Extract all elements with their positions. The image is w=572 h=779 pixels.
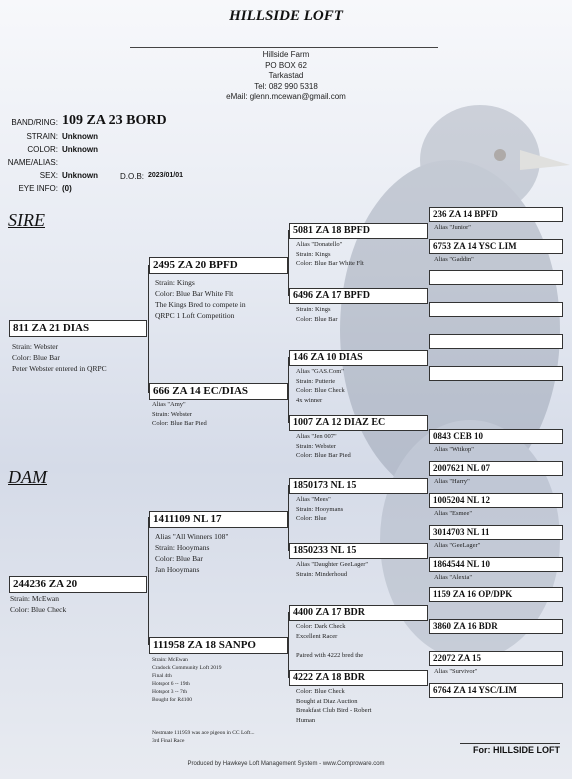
sire-dam-band[interactable]: 666 ZA 14 EC/DIAS <box>149 383 288 400</box>
dob-value: 2023/01/01 <box>148 172 184 179</box>
note-line: Hotspot 3 -- 7th <box>152 689 187 695</box>
sss-band[interactable]: 5081 ZA 18 BPFD <box>289 223 428 239</box>
dam-dam-band[interactable]: 111958 ZA 18 SANPO <box>149 637 288 654</box>
note-line: Color: Blue Bar White Flt <box>155 289 234 298</box>
note-line: Color: Blue Bar <box>12 353 60 362</box>
great-grandparent-band[interactable]: 236 ZA 14 BPFD <box>429 207 563 222</box>
great-grandparent-alias: Alias "Alexia" <box>434 574 472 581</box>
dsd-notes <box>296 560 368 579</box>
sire-notes <box>12 341 107 374</box>
note-line: Nestmate 111959 was ace pigeon in CC Loft... <box>152 730 255 736</box>
note-line: Strain: Hooymans <box>155 543 210 552</box>
connector-line <box>148 265 149 393</box>
address-line: PO BOX 62 <box>265 60 307 70</box>
great-grandparent-band[interactable]: 6753 ZA 14 YSC LIM <box>429 239 563 254</box>
note-line: Strain: Webster <box>296 442 336 450</box>
header-divider <box>130 47 438 48</box>
great-grandparent-band[interactable] <box>429 334 563 349</box>
note-line: Strain: Minderhoud <box>296 570 348 578</box>
great-grandparent-alias: Alias "GeeLager" <box>434 542 481 549</box>
note-line: Color: Blue Bar <box>155 554 203 563</box>
dds-notes <box>296 622 363 660</box>
loft-title: HILLSIDE LOFT <box>229 8 343 24</box>
great-grandparent-alias: Alias "Witkop" <box>434 446 474 453</box>
note-line: Alias "Donatello" <box>296 241 343 248</box>
color-value: Unknown <box>62 145 98 154</box>
for-label: For: HILLSIDE LOFT <box>473 745 560 755</box>
note-line: 4x winner <box>296 396 323 404</box>
strain-value: Unknown <box>62 132 98 141</box>
sire-band[interactable]: 811 ZA 21 DIAS <box>9 320 147 337</box>
note-line: Bought at Diaz Auction <box>296 697 358 705</box>
ssd-band[interactable]: 6496 ZA 17 BPFD <box>289 288 428 304</box>
note-line: Color: Blue Check <box>296 688 345 695</box>
great-grandparent-band[interactable]: 1864544 NL 10 <box>429 557 563 572</box>
note-line: Color: Blue Bar Pied <box>152 420 207 427</box>
note-line: Breakfast Club Bird - Robert <box>296 707 372 714</box>
great-grandparent-band[interactable]: 0843 CEB 10 <box>429 429 563 444</box>
great-grandparent-band[interactable]: 3860 ZA 16 BDR <box>429 619 563 634</box>
dss-notes <box>296 495 343 524</box>
sss-notes <box>296 240 364 269</box>
note-line: Strain: Kings <box>296 306 331 313</box>
eye-label: EYE INFO: <box>18 184 58 193</box>
great-grandparent-band[interactable]: 2007621 NL 07 <box>429 461 563 476</box>
note-line: Strain: McEwan <box>152 657 188 663</box>
band-label: BAND/RING: <box>11 118 58 127</box>
note-line: QRPC 1 Loft Competition <box>155 311 235 320</box>
dds-band[interactable]: 4400 ZA 17 BDR <box>289 605 428 621</box>
address-line: Tarkastad <box>268 71 304 80</box>
great-grandparent-band[interactable]: 6764 ZA 14 YSC/LIM <box>429 683 563 698</box>
dob-label: D.O.B: <box>120 172 145 181</box>
note-line: Strain: Putterie <box>296 377 336 385</box>
note-line: Final 4th <box>152 673 172 679</box>
connector-line <box>288 230 289 296</box>
note-line: Alias "Mees" <box>296 496 331 503</box>
sex-value: Unknown <box>62 171 98 180</box>
note-line: Cradock Community Loft 2019 <box>152 665 222 671</box>
sdd-band[interactable]: 1007 ZA 12 DIAZ EC <box>289 415 428 431</box>
connector-line <box>288 485 289 551</box>
color-label: COLOR: <box>27 145 58 154</box>
produced-by: Produced by Hawkeye Loft Management System - www.Comproware.com <box>187 761 385 767</box>
note-line: Jan Hooymans <box>155 565 200 574</box>
sire-dam-notes <box>152 400 207 429</box>
note-line: The Kings Bred to compete in <box>155 300 246 309</box>
note-line: Alias "Jen 007" <box>296 433 337 440</box>
ssd-notes <box>296 305 338 324</box>
strain-label: STRAIN: <box>26 132 58 141</box>
note-line: Color: Blue Bar Pied <box>296 452 351 459</box>
dam-band[interactable]: 244236 ZA 20 <box>9 576 147 593</box>
dam-sire-notes <box>155 531 228 575</box>
note-line: Hotspot 6 -- 19th <box>152 681 190 687</box>
note-line: Color: Blue Check <box>296 387 345 394</box>
dsd-band[interactable]: 1850233 NL 15 <box>289 543 428 559</box>
great-grandparent-alias: Alias "Gaddin" <box>434 256 474 263</box>
note-line: Bought for R4100 <box>152 697 193 703</box>
great-grandparent-alias: Alias "Esmee" <box>434 510 472 517</box>
sds-band[interactable]: 146 ZA 10 DIAS <box>289 350 428 366</box>
connector-line <box>288 357 289 423</box>
note-line: Color: Blue <box>296 515 327 522</box>
eye-value: (0) <box>62 184 72 193</box>
note-line: Color: Blue Bar White Flt <box>296 260 364 267</box>
note-line: Paired with 4222 bred the <box>296 651 364 659</box>
sex-label: SEX: <box>39 171 58 180</box>
great-grandparent-band[interactable]: 22072 ZA 15 <box>429 651 563 666</box>
note-line: Color: Blue Check <box>10 605 67 614</box>
address-line: Tel: 082 990 5318 <box>254 81 318 91</box>
note-line: Human <box>296 716 316 724</box>
great-grandparent-alias: Alias "Junior" <box>434 224 471 231</box>
note-line: Alias "Daughter GeeLager" <box>296 561 369 568</box>
name-label: NAME/ALIAS: <box>7 158 58 167</box>
connector-line <box>288 612 289 678</box>
dam-dam-notes <box>152 656 222 704</box>
great-grandparent-band[interactable]: 1159 ZA 16 OP/DPK <box>429 587 563 602</box>
note-line: Alias "All Winners 108" <box>155 532 229 541</box>
ddd-band[interactable]: 4222 ZA 18 BDR <box>289 670 428 686</box>
note-line <box>296 641 363 651</box>
note-line: Strain: Kings <box>155 278 195 287</box>
great-grandparent-band[interactable] <box>429 270 563 285</box>
dam-sire-band[interactable]: 1411109 NL 17 <box>149 511 288 528</box>
great-grandparent-band[interactable]: 1005204 NL 12 <box>429 493 563 508</box>
note-line: Alias "Amy" <box>152 401 186 408</box>
ddd-notes <box>296 687 371 725</box>
note-line: Excellent Racer <box>296 632 338 640</box>
address-line: Hillside Farm <box>262 50 310 59</box>
note-line: Color: Blue Bar <box>296 315 338 323</box>
dss-band[interactable]: 1850173 NL 15 <box>289 478 428 494</box>
address-line: eMail: glenn.mcewan@gmail.com <box>226 92 346 101</box>
note-line: Peter Webster entered in QRPC <box>12 364 107 373</box>
note-line: 3rd Final Race <box>152 738 185 744</box>
note-line: Strain: Webster <box>152 410 192 418</box>
note-line: Strain: McEwan <box>10 594 59 603</box>
footer-divider <box>460 743 560 744</box>
note-line: Strain: Webster <box>12 342 59 351</box>
great-grandparent-band[interactable]: 3014703 NL 11 <box>429 525 563 540</box>
sds-notes <box>296 367 345 405</box>
great-grandparent-alias: Alias "Harry" <box>434 478 470 485</box>
sire-heading: SIRE <box>8 210 45 230</box>
note-line: Strain: Kings <box>296 250 331 258</box>
note-line: Alias "GAS.Com" <box>296 368 344 375</box>
note-line: Strain: Hooymans <box>296 505 344 513</box>
dam-dam-notes-extra <box>152 729 255 745</box>
sire-sire-notes <box>155 277 246 321</box>
connector-line <box>148 517 149 645</box>
dam-heading: DAM <box>8 467 47 487</box>
note-line: Color: Dark Check <box>296 623 346 630</box>
great-grandparent-band[interactable] <box>429 302 563 317</box>
great-grandparent-band[interactable] <box>429 366 563 381</box>
sire-sire-band[interactable]: 2495 ZA 20 BPFD <box>149 257 288 274</box>
sdd-notes <box>296 432 351 461</box>
dam-notes <box>10 593 66 615</box>
great-grandparent-alias: Alias "Survivor" <box>434 668 478 675</box>
loft-address <box>0 50 572 103</box>
band-value: 109 ZA 23 BORD <box>62 113 167 128</box>
